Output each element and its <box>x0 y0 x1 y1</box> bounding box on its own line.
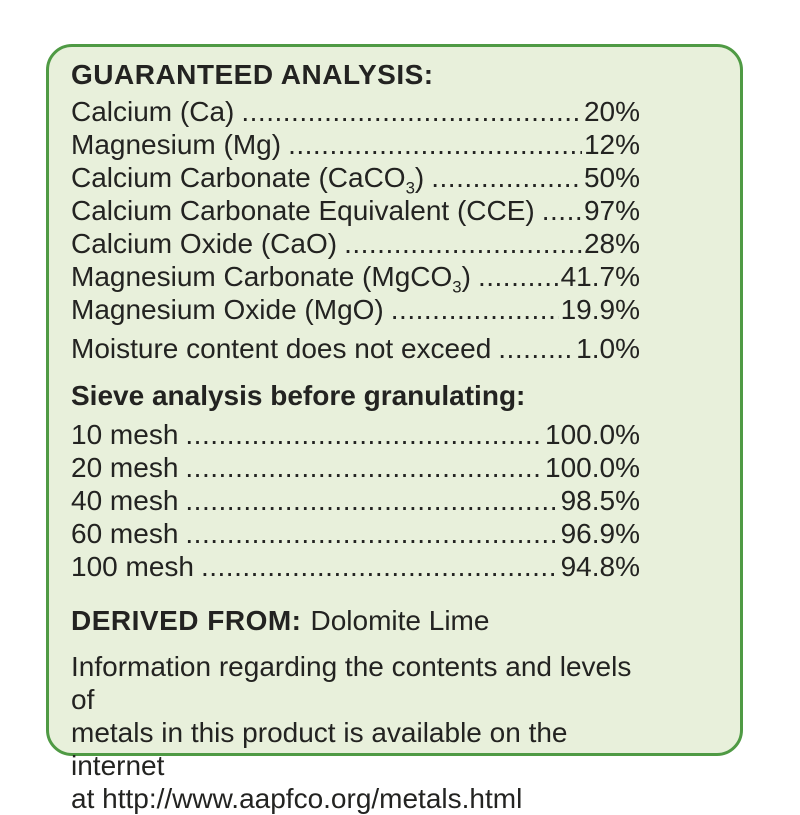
sieve-row <box>71 550 640 583</box>
analysis-row <box>71 161 640 198</box>
analysis-row-value: 12% <box>583 129 640 160</box>
sieve-rows <box>71 418 640 583</box>
sieve-row-value: 96.9% <box>560 518 640 549</box>
analysis-row-name: Magnesium (Mg) <box>71 129 282 160</box>
sieve-row-name: 60 mesh <box>71 518 179 549</box>
analysis-row <box>71 128 640 161</box>
sieve-row <box>71 484 640 517</box>
sieve-row-value: 98.5% <box>560 485 640 516</box>
sieve-row-value: 94.8% <box>560 551 640 582</box>
dot-leader <box>391 293 559 326</box>
dot-leader <box>288 128 582 161</box>
sieve-row-name: 40 mesh <box>71 485 179 516</box>
chemical-subscript: 3 <box>452 277 462 297</box>
moisture-row-value: 1.0% <box>576 333 640 364</box>
sieve-analysis-heading: Sieve analysis before granulating: <box>71 380 526 411</box>
sieve-row <box>71 451 640 484</box>
metals-url-line: at http://www.aapfco.org/metals.html <box>71 783 523 814</box>
moisture-row-name: Moisture content does not exceed <box>71 333 492 364</box>
guaranteed-analysis-label <box>46 44 743 814</box>
moisture-row <box>71 332 640 365</box>
metals-info-line: Information regarding the contents and levels of <box>71 651 632 715</box>
dot-leader <box>185 484 558 517</box>
analysis-row <box>71 260 640 297</box>
analysis-row-name: Calcium (Ca) <box>71 96 235 127</box>
analysis-row <box>71 227 640 260</box>
sieve-row-name: 10 mesh <box>71 419 179 450</box>
dot-leader <box>185 451 543 484</box>
analysis-row <box>71 194 640 227</box>
dot-leader <box>185 418 543 451</box>
analysis-row-name: Magnesium Oxide (MgO) <box>71 294 384 325</box>
analysis-row-name: Calcium Carbonate (CaCO$_3$) <box>71 162 425 198</box>
chemical-subscript: 3 <box>405 178 415 198</box>
dot-leader <box>344 227 582 260</box>
analysis-row <box>71 293 640 326</box>
analysis-row <box>71 95 640 128</box>
sieve-row-value: 100.0% <box>545 452 640 483</box>
analysis-row-value: 97% <box>583 195 640 226</box>
analysis-rows <box>71 95 640 326</box>
dot-leader <box>185 517 558 550</box>
sieve-row <box>71 517 640 550</box>
dot-leader <box>241 95 582 128</box>
analysis-row-value: 19.9% <box>560 294 640 325</box>
analysis-row-name: Calcium Carbonate Equivalent (CCE) <box>71 195 535 226</box>
derived-from-line <box>71 603 640 639</box>
analysis-row-name: Magnesium Carbonate (MgCO$_3$) <box>71 261 471 297</box>
analysis-row-value: 41.7% <box>560 261 640 292</box>
derived-from-label: DERIVED FROM: <box>71 605 302 636</box>
metals-info-paragraph <box>71 650 640 815</box>
analysis-row-value: 50% <box>583 162 640 193</box>
dot-leader <box>201 550 559 583</box>
analysis-row-value: 20% <box>583 96 640 127</box>
analysis-row-value: 28% <box>583 228 640 259</box>
metals-info-line: metals in this product is available on the internet <box>71 717 568 781</box>
derived-from-value: Dolomite Lime <box>310 605 490 636</box>
dot-leader <box>542 194 582 227</box>
sieve-row-value: 100.0% <box>545 419 640 450</box>
sieve-row-name: 100 mesh <box>71 551 194 582</box>
dot-leader <box>498 332 574 365</box>
dot-leader <box>478 260 559 293</box>
sieve-row-name: 20 mesh <box>71 452 179 483</box>
analysis-row-name: Calcium Oxide (CaO) <box>71 228 338 259</box>
sieve-row <box>71 418 640 451</box>
guaranteed-analysis-heading: GUARANTEED ANALYSIS: <box>71 59 434 90</box>
dot-leader <box>431 161 582 194</box>
